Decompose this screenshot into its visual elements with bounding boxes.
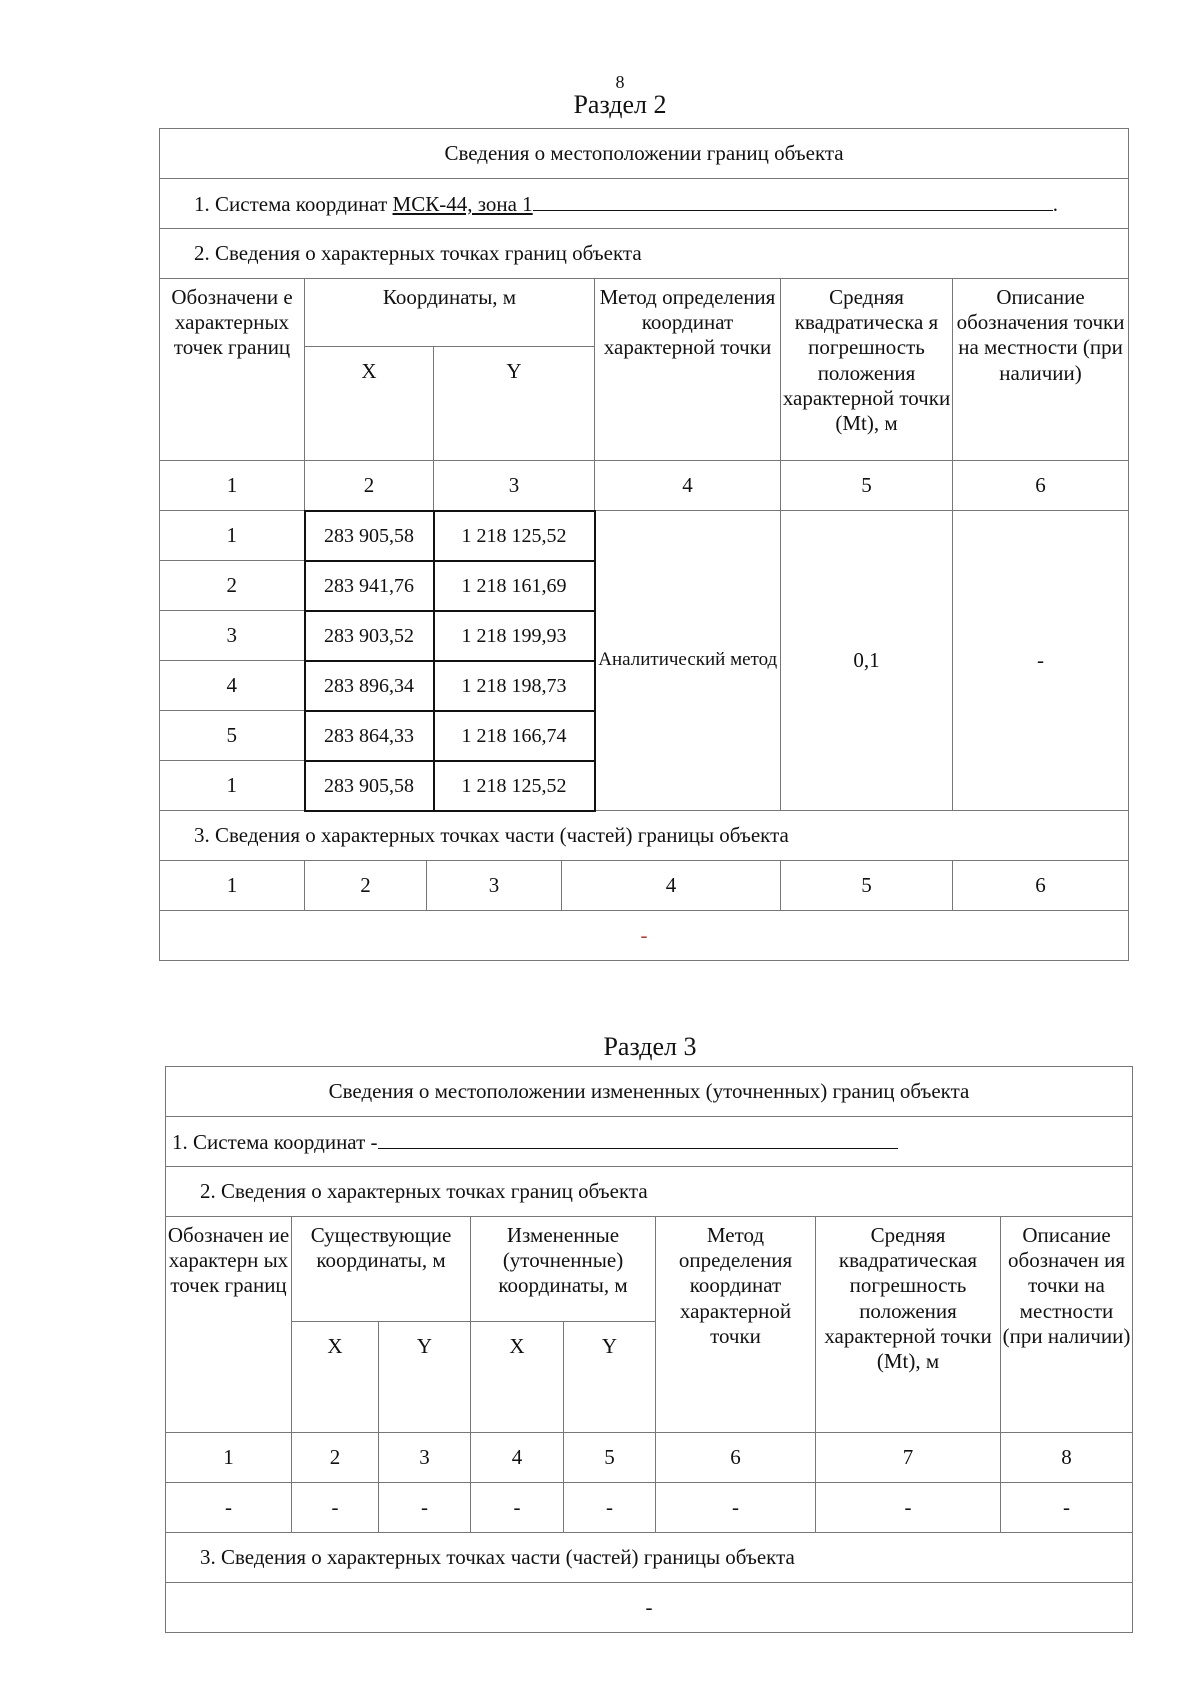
s2-parts-col-number: 1 xyxy=(160,861,305,911)
point-id: 4 xyxy=(160,661,305,711)
s2-parts-col-number: 4 xyxy=(562,861,781,911)
section3-table xyxy=(165,1066,1133,1633)
section2-table xyxy=(159,128,1129,961)
s2-desc: - xyxy=(953,511,1129,811)
s3-col-number: 2 xyxy=(292,1433,379,1483)
s2-error: 0,1 xyxy=(781,511,953,811)
s3-cell: - xyxy=(656,1483,816,1533)
coord-y: 1 218 199,93 xyxy=(434,611,595,661)
section3-parts-heading: 3. Сведения о характерных точках части (частей) границы объекта xyxy=(166,1533,1133,1583)
coord-y: 1 218 198,73 xyxy=(434,661,595,711)
point-id: 1 xyxy=(160,511,305,561)
s2-parts-col-number: 2 xyxy=(305,861,427,911)
s2-col-coords: Координаты, м xyxy=(305,279,595,347)
section2-points-heading: 2. Сведения о характерных точках границ объекта xyxy=(160,229,1129,279)
coord-system-underline xyxy=(378,1128,898,1149)
section3-points-heading: 2. Сведения о характерных точках границ объекта xyxy=(166,1167,1133,1217)
section2-parts-heading: 3. Сведения о характерных точках части (частей) границы объекта xyxy=(160,811,1129,861)
coord-x: 283 905,58 xyxy=(305,511,434,561)
s3-col-number: 6 xyxy=(656,1433,816,1483)
s3-col-x-existing: X xyxy=(292,1322,379,1433)
table-row xyxy=(166,1483,1133,1533)
s2-col-number: 3 xyxy=(434,461,595,511)
s3-col-number: 8 xyxy=(1001,1433,1133,1483)
s2-col-x: X xyxy=(305,347,434,461)
coord-system-label: 1. Система координат xyxy=(194,191,393,216)
coord-system-value: МСК-44, зона 1 xyxy=(392,191,533,216)
section3-coord-system xyxy=(166,1117,1133,1167)
coord-x: 283 905,58 xyxy=(305,761,434,811)
coord-system-end: . xyxy=(1052,191,1058,216)
s2-col-number: 4 xyxy=(595,461,781,511)
s2-parts-col-number: 3 xyxy=(427,861,562,911)
s3-parts-empty: - xyxy=(166,1583,1133,1633)
coord-x: 283 896,34 xyxy=(305,661,434,711)
s2-col-number: 2 xyxy=(305,461,434,511)
s3-col-desc: Описание обозначен ия точки на местности (при наличии) xyxy=(1001,1217,1133,1433)
s2-col-number: 5 xyxy=(781,461,953,511)
s3-col-number: 5 xyxy=(564,1433,656,1483)
point-id: 2 xyxy=(160,561,305,611)
section3-title: Раздел 3 xyxy=(603,1032,697,1061)
s3-cell: - xyxy=(379,1483,471,1533)
s3-col-number: 1 xyxy=(166,1433,292,1483)
s2-col-number: 6 xyxy=(953,461,1129,511)
s2-parts-col-number: 6 xyxy=(953,861,1129,911)
point-id: 3 xyxy=(160,611,305,661)
s2-col-y: Y xyxy=(434,347,595,461)
coord-x: 283 941,76 xyxy=(305,561,434,611)
table-row xyxy=(160,511,1129,561)
s2-col-desc: Описание обозначения точки на местности (при наличии) xyxy=(953,279,1129,461)
s2-col-point: Обозначени е характерных точек границ xyxy=(160,279,305,461)
s3-col-y-changed: Y xyxy=(564,1322,656,1433)
section2-coord-system xyxy=(160,179,1129,229)
section3-header: Сведения о местоположении измененных (уточненных) границ объекта xyxy=(166,1067,1133,1117)
coord-x: 283 864,33 xyxy=(305,711,434,761)
coord-y: 1 218 166,74 xyxy=(434,711,595,761)
s2-col-error: Средняя квадратическа я погрешность положения характерной точки (Mt), м xyxy=(781,279,953,461)
coord-x: 283 903,52 xyxy=(305,611,434,661)
s3-col-method: Метод определения координат характерной точки xyxy=(656,1217,816,1433)
s2-col-number: 1 xyxy=(160,461,305,511)
section2-title: Раздел 2 xyxy=(573,90,667,119)
s2-col-method: Метод определения координат характерной точки xyxy=(595,279,781,461)
s3-cell: - xyxy=(1001,1483,1133,1533)
s3-col-number: 3 xyxy=(379,1433,471,1483)
s3-cell: - xyxy=(166,1483,292,1533)
s3-col-existing: Существующие координаты, м xyxy=(292,1217,471,1322)
coord-system-label: 1. Система координат - xyxy=(172,1129,378,1154)
s3-col-x-changed: X xyxy=(471,1322,564,1433)
s3-cell: - xyxy=(816,1483,1001,1533)
s3-col-error: Средняя квадратическая погрешность положения характерной точки (Mt), м xyxy=(816,1217,1001,1433)
point-id: 1 xyxy=(160,761,305,811)
coord-y: 1 218 161,69 xyxy=(434,561,595,611)
s3-col-point: Обозначен ие характерн ых точек границ xyxy=(166,1217,292,1433)
s3-col-number: 4 xyxy=(471,1433,564,1483)
section2-header: Сведения о местоположении границ объекта xyxy=(160,129,1129,179)
coord-y: 1 218 125,52 xyxy=(434,511,595,561)
s3-cell: - xyxy=(564,1483,656,1533)
s2-parts-col-number: 5 xyxy=(781,861,953,911)
s3-col-number: 7 xyxy=(816,1433,1001,1483)
s3-col-changed: Измененные (уточненные) координаты, м xyxy=(471,1217,656,1322)
page-number: 8 xyxy=(615,72,625,92)
point-id: 5 xyxy=(160,711,305,761)
s3-col-y-existing: Y xyxy=(379,1322,471,1433)
s2-parts-empty: - xyxy=(160,911,1129,961)
s3-cell: - xyxy=(292,1483,379,1533)
coord-system-underline xyxy=(533,190,1053,211)
coord-y: 1 218 125,52 xyxy=(434,761,595,811)
s3-cell: - xyxy=(471,1483,564,1533)
s2-method: Аналитический метод xyxy=(595,511,781,811)
